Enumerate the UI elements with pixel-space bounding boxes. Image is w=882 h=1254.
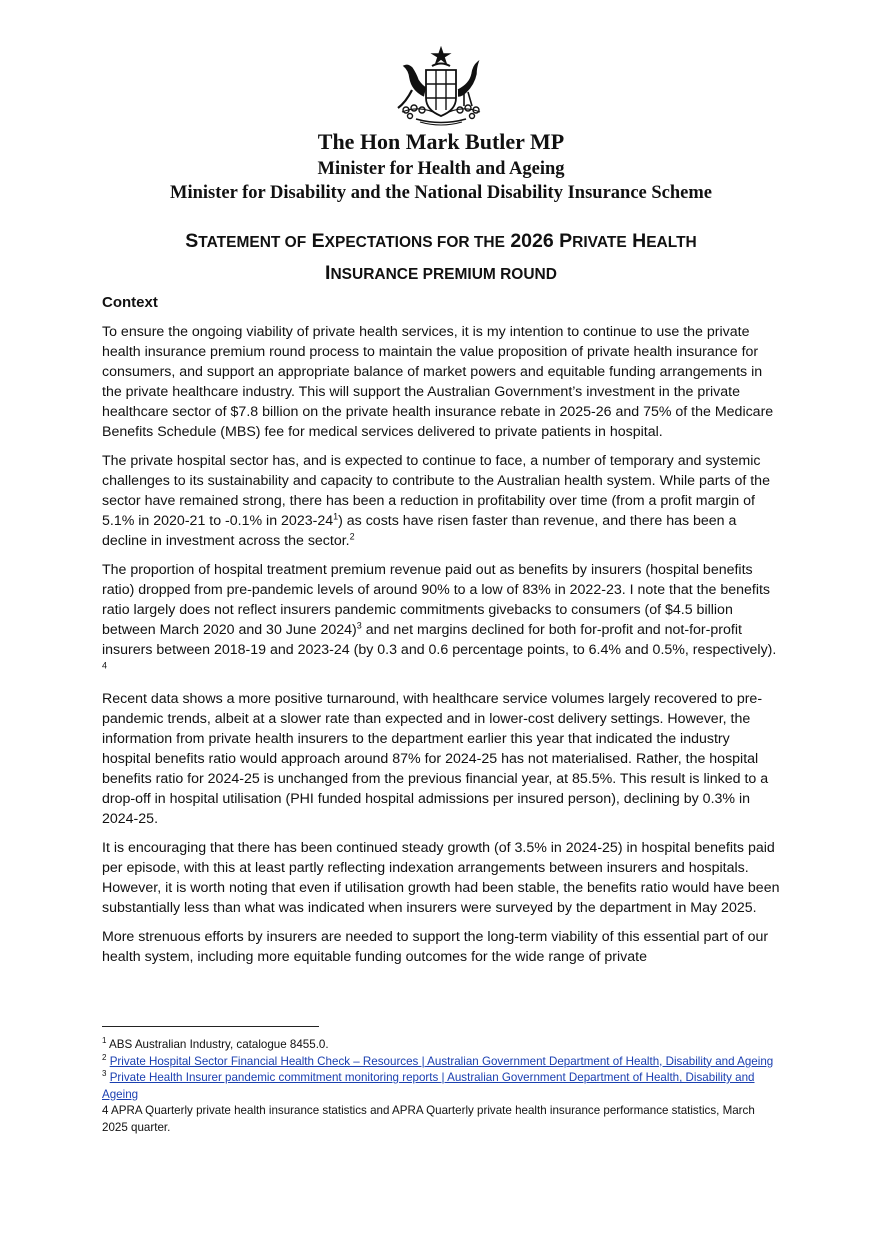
paragraph-3: The proportion of hospital treatment premium revenue paid out as benefits by insurers (hospital benefits ratio) dropped from pre-pandemic levels of around 90% to a low of 83% in 2022-23. I note that the benefits ratio largely does not reflect insurers pandemic commitments givebacks to consumers (of $4.5 billion between March 2020 and 30 June 2024)$^3$ and net margins declined for both for-profit and not-for-profit insurers between 2018-19 and 2023-24 (by 0.3 and 0.6 percentage points, to 6.4% and 0.5%, respectively). $^4$: [102, 562, 777, 671]
footnote-1: $^1$ ABS Australian Industry, catalogue 8455.0.: [102, 1036, 329, 1051]
footnote-2-link[interactable]: Private Hospital Sector Financial Health Check – Resources | Australian Government Department of Health, Disability and Ageing: [109, 1054, 774, 1068]
footnote-4: 4 APRA Quarterly private health insurance statistics and APRA Quarterly private health insurance performance statistics, March 2025 quarter.: [102, 1104, 755, 1134]
paragraph-6: More strenuous efforts by insurers are needed to support the long-term viability of this essential part of our health system, including more equitable funding outcomes for the wide range of private: [102, 929, 769, 965]
commonwealth-coat-of-arms-icon: [382, 46, 500, 126]
body-text: [102, 322, 782, 976]
paragraph-1: To ensure the ongoing viability of private health services, it is my intention to continue to use the private health insurance premium round process to maintain the value proposition of private health insurance for consumers, and support an appropriate balance of market powers and equitable funding arrangements in the private healthcare industry. This will support the Australian Government’s investment in the private healthcare sector of $7.8 billion on the private health insurance rebate in 2025-26 and 75% of the Medicare Benefits Schedule (MBS) fee for medical services delivered to private patients in hospital.: [102, 324, 774, 440]
minister-name: The Hon Mark Butler MP: [317, 129, 565, 154]
context-heading: Context: [102, 294, 158, 311]
footnote-3-link[interactable]: Private Health Insurer pandemic commitment monitoring reports | Australian Government Department of Health, Disability and Ageing: [102, 1071, 755, 1101]
footnote-3: $^3$ Private Health Insurer pandemic commitment monitoring reports | Australian Government Department of Health, Disability and Ageing: [102, 1069, 755, 1101]
document-title-line-2: INSURANCE PREMIUM ROUND: [325, 262, 557, 284]
footnote-ref-3: 3: [356, 620, 362, 631]
minister-role-health: Minister for Health and Ageing: [317, 159, 565, 179]
paragraph-5: It is encouraging that there has been continued steady growth (of 3.5% in 2024-25) in hospital benefits paid per episode, with this at least partly reflecting indexation arrangements between insurers and hospitals. However, it is worth noting that even if utilisation growth had been stable, the benefits ratio would have been substantially less than what was indicated when insurers were surveyed by the department in May 2025.: [102, 840, 780, 916]
footnote-ref-4: 4: [102, 660, 108, 671]
paragraph-2: The private hospital sector has, and is expected to continue to face, a number of temporary and systemic challenges to its sustainability and capacity to contribute to the Australian health system. While parts of the sector have remained strong, there has been a reduction in profitability over time (from a profit margin of 5.1% in 2020-21 to -0.1% in $2023-24^1$) as costs have risen faster than revenue, and there has been a decline in investment across the sector.$^2$: [102, 453, 770, 549]
document-title-line-1: STATEMENT OF EXPECTATIONS FOR THE 2026 PRIVATE HEALTH: [185, 230, 697, 252]
footnote-ref-2: 2: [349, 531, 355, 542]
footnote-divider: [102, 1026, 319, 1027]
footnotes: [102, 1037, 782, 1136]
paragraph-4: Recent data shows a more positive turnaround, with healthcare service volumes largely recovered to pre-pandemic trends, albeit at a slower rate than expected and in lower-cost delivery settings. However, the information from private health insurers to the department earlier this year that indicated the industry hospital benefits ratio would approach around 87% for 2024-25 has not materialised. Rather, the hospital benefits ratio for 2024-25 is unchanged from the previous financial year, at 85.5%. This result is linked to a drop-off in hospital utilisation (PHI funded hospital admissions per insured person), declining by 0.3% in 2024-25.: [102, 691, 769, 827]
minister-role-disability: Minister for Disability and the National Disability Insurance Scheme: [169, 183, 712, 203]
footnote-2: $^2$ Private Hospital Sector Financial Health Check – Resources | Australian Government Department of Health, Disability and Ageing: [102, 1052, 774, 1068]
footnote-ref-1: 1: [333, 511, 339, 522]
